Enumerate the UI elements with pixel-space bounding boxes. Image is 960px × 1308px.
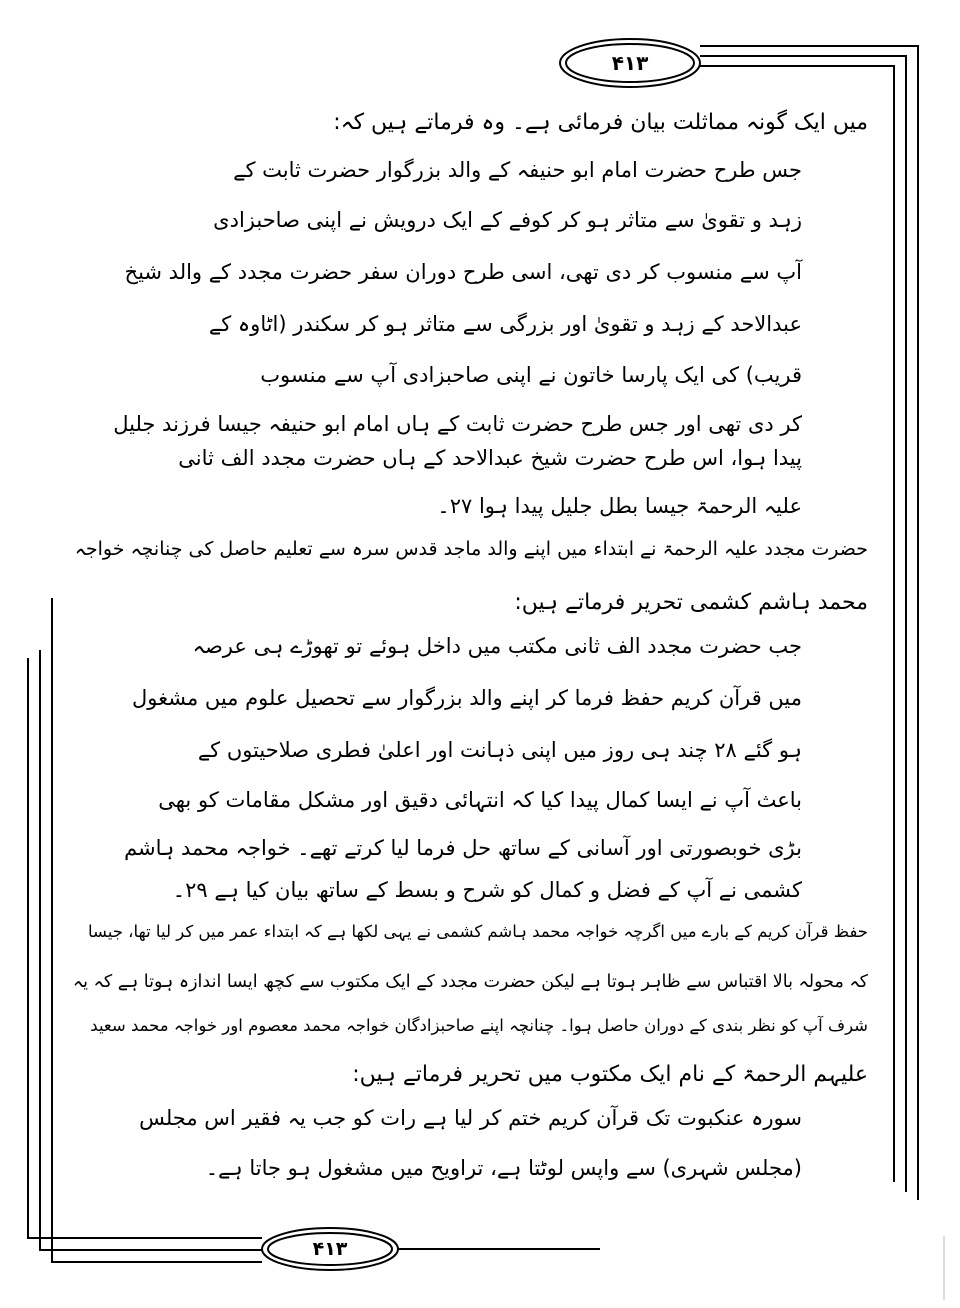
paragraph-line: علیہم الرحمۃ کے نام ایک مکتوب میں تحریر فرماتے ہیں: — [352, 1062, 868, 1087]
quote-line: پیدا ہوا، اس طرح حضرت شیخ عبدالاحد کے ہاں حضرت مجدد الف ثانی — [178, 446, 802, 470]
paragraph-line: شرف آپ کو نظر بندی کے دوران حاصل ہوا۔ چنانچہ اپنے صاحبزادگان خواجہ محمد معصوم اور خواجہ محمد سعید — [90, 1016, 868, 1035]
quote-line: بڑی خوبصورتی اور آسانی کے ساتھ حل فرما لیا کرتے تھے۔ خواجہ محمد ہاشم — [124, 836, 802, 860]
quote-line: زہد و تقویٰ سے متاثر ہو کر کوفے کے ایک درویش نے اپنی صاحبزادی — [213, 208, 802, 232]
quote-line: جب حضرت مجدد الف ثانی مکتب میں داخل ہوئے تو تھوڑے ہی عرصہ — [192, 634, 802, 658]
quote-line: ہو گئے ۲۸ چند ہی روز میں اپنی ذہانت اور اعلیٰ فطری صلاحیتوں کے — [197, 738, 802, 762]
quote-line: آپ سے منسوب کر دی تھی، اسی طرح دوران سفر حضرت مجدد کے والد شیخ — [124, 260, 802, 284]
paragraph-line: میں ایک گونہ مماثلت بیان فرمائی ہے۔ وہ فرماتے ہیں کہ: — [333, 110, 868, 135]
paragraph-line: محمد ہاشم کشمی تحریر فرماتے ہیں: — [514, 590, 868, 615]
quote-line: کشمی نے آپ کے فضل و کمال کو شرح و بسط کے ساتھ بیان کیا ہے ۲۹۔ — [172, 878, 802, 902]
quote-line: کر دی تھی اور جس طرح حضرت ثابت کے ہاں امام ابو حنیفہ جیسا فرزند جلیل — [113, 412, 802, 436]
quote-line: (مجلس شہری) سے واپس لوٹتا ہے، تراویح میں مشغول ہو جاتا ہے۔ — [205, 1156, 802, 1180]
page-number-top: ۴۱۳ — [611, 51, 649, 75]
paragraph-line: حضرت مجدد علیہ الرحمۃ نے ابتداء میں اپنے والد ماجد قدس سرہ سے تعلیم حاصل کی چنانچہ خواجہ — [74, 538, 868, 560]
quote-line: عبدالاحد کے زہد و تقویٰ اور بزرگی سے متاثر ہو کر سکندر (اٹاوہ کے — [208, 312, 802, 336]
quote-line: جس طرح حضرت امام ابو حنیفہ کے والد بزرگوار حضرت ثابت کے — [233, 158, 802, 182]
quote-line: میں قرآن کریم حفظ فرما کر اپنے والد بزرگوار سے تحصیل علوم میں مشغول — [131, 686, 802, 710]
quote-line: قریب) کی ایک پارسا خاتون نے اپنی صاحبزادی آپ سے منسوب — [260, 363, 802, 387]
quote-line: باعث آپ نے ایسا کمال پیدا کیا کہ انتہائی دقیق اور مشکل مقامات کو بھی — [158, 788, 802, 812]
quote-line: سورہ عنکبوت تک قرآن کریم ختم کر لیا ہے رات کو جب یہ فقیر اس مجلس — [139, 1106, 802, 1130]
paragraph-line: کہ محولہ بالا اقتباس سے ظاہر ہوتا ہے لیکن حضرت مجدد کے ایک مکتوب سے کچھ ایسا اندازہ ہوتا ہے کہ یہ — [72, 972, 868, 992]
quote-line: علیہ الرحمۃ جیسا بطل جلیل پیدا ہوا ۲۷۔ — [437, 494, 802, 518]
page-number-bottom: ۴۱۳ — [312, 1238, 348, 1260]
paragraph-line: حفظ قرآن کریم کے بارے میں اگرچہ خواجہ محمد ہاشم کشمی نے یہی لکھا ہے کہ ابتداء عمر میں کر لیا تھا، جیسا — [87, 922, 868, 941]
